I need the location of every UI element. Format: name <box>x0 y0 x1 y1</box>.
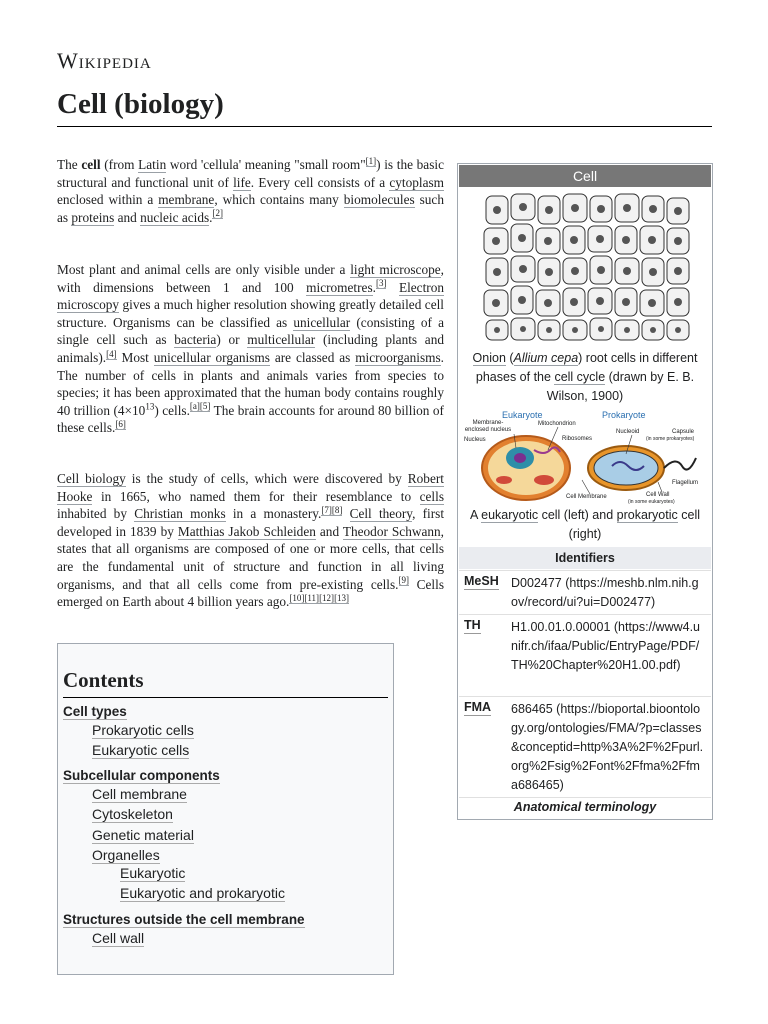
link-unicellular[interactable]: unicellular <box>293 314 351 330</box>
ref-3[interactable]: [3] <box>375 278 387 289</box>
ref-10[interactable]: [10] <box>289 592 305 603</box>
cell-types-caption: A eukaryotic cell (left) and prokaryotic cell (right) <box>470 508 700 541</box>
identifier-key-mesh[interactable]: MeSH <box>464 574 499 588</box>
title-divider <box>57 126 712 127</box>
wikipedia-logo[interactable]: Wikipedia <box>57 48 152 73</box>
link-cell-cycle[interactable]: cell cycle <box>554 370 606 384</box>
toc-item-eukaryotic[interactable]: Eukaryotic <box>120 865 186 881</box>
toc-item-subcellular-components[interactable]: Subcellular components <box>63 768 220 783</box>
identifier-row-th <box>459 614 711 697</box>
toc-item-cell-membrane[interactable]: Cell membrane <box>92 786 187 802</box>
link-schwann[interactable]: Theodor Schwann <box>342 523 441 539</box>
ref-12[interactable]: [12] <box>319 592 335 603</box>
link-latin[interactable]: Latin <box>138 157 167 172</box>
identifier-value-th[interactable]: H1.00.01.0.00001 (https://www4.unifr.ch/ifaa/Public/EntryPage/PDF/TH%20Chapter%20H1.00.pdf) <box>511 620 701 672</box>
anatomical-terminology-link[interactable]: Anatomical terminology <box>459 797 711 814</box>
ref-9[interactable]: [9] <box>398 575 410 586</box>
link-cells[interactable]: cells <box>419 488 444 504</box>
toc-item-cell-wall[interactable]: Cell wall <box>92 930 145 946</box>
label-cell-wall-note: (in some eukaryotes) <box>628 499 675 505</box>
onion-image-caption: Onion (Allium cepa) root cells in different phases of the cell cycle (drawn by E. B. Wilson, 1900) <box>472 351 698 403</box>
link-cell-theory[interactable]: Cell theory <box>349 506 413 522</box>
link-light-microscope[interactable]: light microscope <box>350 262 441 277</box>
table-of-contents <box>57 643 394 975</box>
link-prokaryotic[interactable]: prokaryotic <box>616 508 678 522</box>
toc-item-eukaryotic-and-prokaryotic[interactable]: Eukaryotic and prokaryotic <box>120 885 285 901</box>
ref-4[interactable]: [4] <box>106 348 117 359</box>
page-title: Cell (biology) <box>57 88 224 120</box>
infobox-header: Cell <box>459 165 711 187</box>
label-prokaryote: Prokaryote <box>602 410 646 420</box>
identifier-value-fma[interactable]: 686465 (https://bioportal.bioontology.org/ontologies/FMA/?p=classes&conceptid=http%3A%2F%2Fpurl.org%2Fsig%2Font%2Ffma%2Ffma686465) <box>511 702 704 792</box>
link-eukaryotic[interactable]: eukaryotic <box>481 508 539 522</box>
ref-6[interactable]: [6] <box>115 418 126 429</box>
ref-2[interactable]: [2] <box>212 208 223 219</box>
ref-1[interactable]: [1] <box>365 155 377 166</box>
term-cell: cell <box>81 157 101 172</box>
label-nucleoid: Nucleoid <box>616 429 640 435</box>
toc-item-eukaryotic-cells[interactable]: Eukaryotic cells <box>92 742 190 758</box>
toc-item-structures-outside[interactable]: Structures outside the cell membrane <box>63 912 305 927</box>
ref-8[interactable]: [8] <box>331 504 343 515</box>
link-micrometres[interactable]: micrometres <box>306 279 373 295</box>
intro-paragraph-2: Most plant and animal cells are only visible under a light microscope, with dimensions between 1 and 100 micrometres.[3] Electron microscopy gives a much higher resolution showing greatly detailed cell structure. Organisms can be classified as unicellular (consisting of a single cell such as bacteria) or multicellular (including plants and animals).[4] Most unicellular organisms are classed as microorganisms. The number of cells in plants and animals varies from species to species; it has been approximated that the human body contains roughly 40 trillion $(4\times 10^{13})$ cells.[a][5] The brain accounts for around 80 billion of these cells.[6] <box>57 262 444 436</box>
label-membrane-nucleus: Membrane-enclosed nucleus <box>464 420 512 433</box>
label-capsule-note: (in some prokaryotes) <box>646 436 695 442</box>
identifier-key-fma[interactable]: FMA <box>464 700 492 714</box>
label-capsule: Capsule <box>672 429 695 435</box>
ref-a[interactable]: [a] <box>189 401 200 412</box>
label-cell-wall: Cell Wall <box>646 492 670 498</box>
link-allium-cepa[interactable]: Allium cepa <box>513 351 579 365</box>
link-unicellular-organisms[interactable]: unicellular organisms <box>153 349 270 365</box>
ref-7[interactable]: [7] <box>321 504 332 515</box>
toc-item-prokaryotic-cells[interactable]: Prokaryotic cells <box>92 722 194 738</box>
label-flagellum: Flagellum <box>672 480 699 486</box>
link-nucleic-acids[interactable]: nucleic acids <box>140 209 210 225</box>
link-robert-hooke[interactable]: Robert Hooke <box>57 471 444 504</box>
ref-5[interactable]: [5] <box>199 401 211 412</box>
exponent: 13 <box>145 401 155 412</box>
link-christian-monks[interactable]: Christian monks <box>134 506 226 522</box>
cell-diagram-drawing <box>462 410 708 508</box>
label-nucleus: Nucleus <box>464 437 486 443</box>
toc-item-organelles[interactable]: Organelles <box>92 847 160 863</box>
infobox <box>457 163 713 820</box>
cell-types-diagram[interactable] <box>462 410 708 508</box>
identifier-row-fma <box>459 696 711 797</box>
link-electron-microscopy[interactable]: Electron microscopy <box>57 279 444 313</box>
toc-item-cell-types[interactable]: Cell types <box>63 704 127 719</box>
link-proteins[interactable]: proteins <box>71 209 115 225</box>
link-bacteria[interactable]: bacteria <box>174 332 217 348</box>
link-biomolecules[interactable]: biomolecules <box>343 192 415 208</box>
toc-title: Contents <box>63 668 388 698</box>
link-cytoplasm[interactable]: cytoplasm <box>389 174 444 190</box>
link-onion[interactable]: Onion <box>472 351 506 365</box>
link-multicellular[interactable]: multicellular <box>247 332 316 348</box>
identifier-row-mesh <box>459 570 711 614</box>
link-life[interactable]: life <box>233 174 251 190</box>
link-cell-biology[interactable]: Cell biology <box>57 471 126 486</box>
onion-cells-image[interactable] <box>478 192 694 344</box>
toc-item-cytoskeleton[interactable]: Cytoskeleton <box>92 806 173 822</box>
link-membrane[interactable]: membrane <box>158 192 215 208</box>
toc-item-genetic-material[interactable]: Genetic material <box>92 827 194 843</box>
link-schleiden[interactable]: Matthias Jakob Schleiden <box>177 523 316 539</box>
link-microorganisms[interactable]: microorganisms <box>355 349 441 365</box>
intro-paragraph-1: The cell (from Latin word 'cellula' meaning "small room"[1]) is the basic structural and functional unit of life. Every cell consists of a cytoplasm enclosed within a membrane, which contains many biomolecules such as proteins and nucleic acids.[2] <box>57 155 444 225</box>
label-mitochondrion: Mitochondrion <box>538 421 576 427</box>
label-ribosomes: Ribosomes <box>562 436 593 442</box>
identifiers-heading: Identifiers <box>459 547 711 569</box>
identifier-value-mesh[interactable]: D002477 (https://meshb.nlm.nih.gov/record/ui?ui=D002477) <box>511 576 699 609</box>
intro-paragraph-3: Cell biology is the study of cells, which were discovered by Robert Hooke in 1665, who named them for their resemblance to cells inhabited by Christian monks in a monastery.[7][8] Cell theory, first developed in 1839 by Matthias Jakob Schleiden and Theodor Schwann, states that all organisms are composed of one or more cells, that cells are the fundamental unit of structure and function in all living organisms, and that all cells come from pre-existing cells.[9] Cells emerged on Earth about 4 billion years ago.[10][11][12][13] <box>57 471 445 610</box>
ref-13[interactable]: [13] <box>334 592 350 603</box>
ref-11[interactable]: [11] <box>304 592 320 603</box>
label-eukaryote: Eukaryote <box>502 410 543 420</box>
label-cell-membrane: Cell Membrane <box>566 494 607 500</box>
identifier-key-th[interactable]: TH <box>464 618 481 632</box>
